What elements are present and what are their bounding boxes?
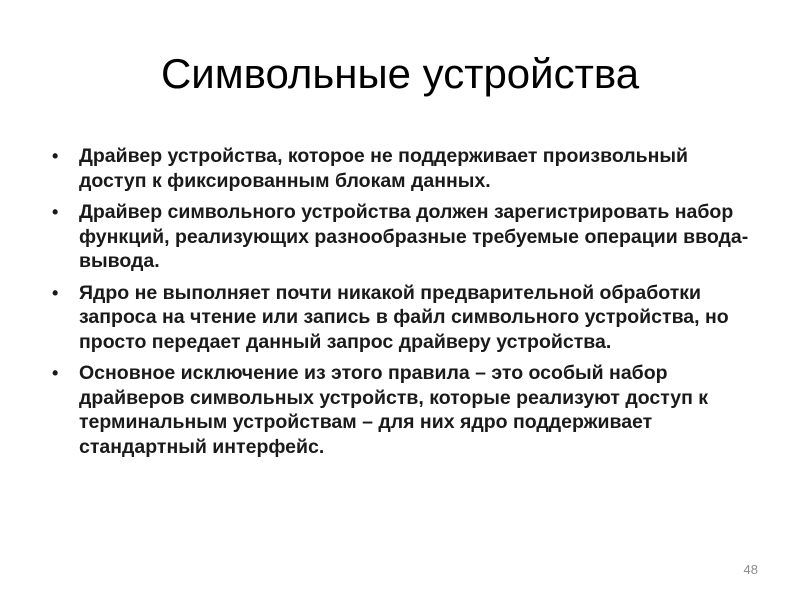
bullet-marker: • bbox=[52, 202, 59, 222]
bullet-marker: • bbox=[52, 282, 59, 303]
bullet-item bbox=[52, 281, 752, 355]
bullet-item bbox=[52, 200, 752, 274]
bullet-list bbox=[52, 144, 752, 466]
bullet-marker: • bbox=[52, 146, 59, 166]
bullet-text: Основное исключение из этого правила – это особый набор драйверов символьных устройств, которые реализуют доступ к терминальным устройствам – для них ядро поддерживает стандартный интерфейс. bbox=[79, 362, 709, 458]
bullet-text: Драйвер символьного устройства должен зарегистрировать набор функций, реализующих разнообразные требуемые операции ввода-вывода. bbox=[79, 201, 749, 272]
bullet-text: Драйвер устройства, которое не поддерживает произвольный доступ к фиксированным блокам данных. bbox=[79, 145, 689, 192]
bullet-text: Ядро не выполняет почти никакой предварительной обработки запроса на чтение или запись в файл символьного устройства, но просто передает данный запрос драйверу устройства. bbox=[79, 281, 729, 353]
page-number: 48 bbox=[743, 562, 758, 577]
bullet-item bbox=[52, 144, 752, 193]
bullet-item bbox=[52, 361, 752, 459]
bullet-marker: • bbox=[52, 363, 59, 383]
slide-title: Символьные устройства bbox=[160, 50, 640, 97]
